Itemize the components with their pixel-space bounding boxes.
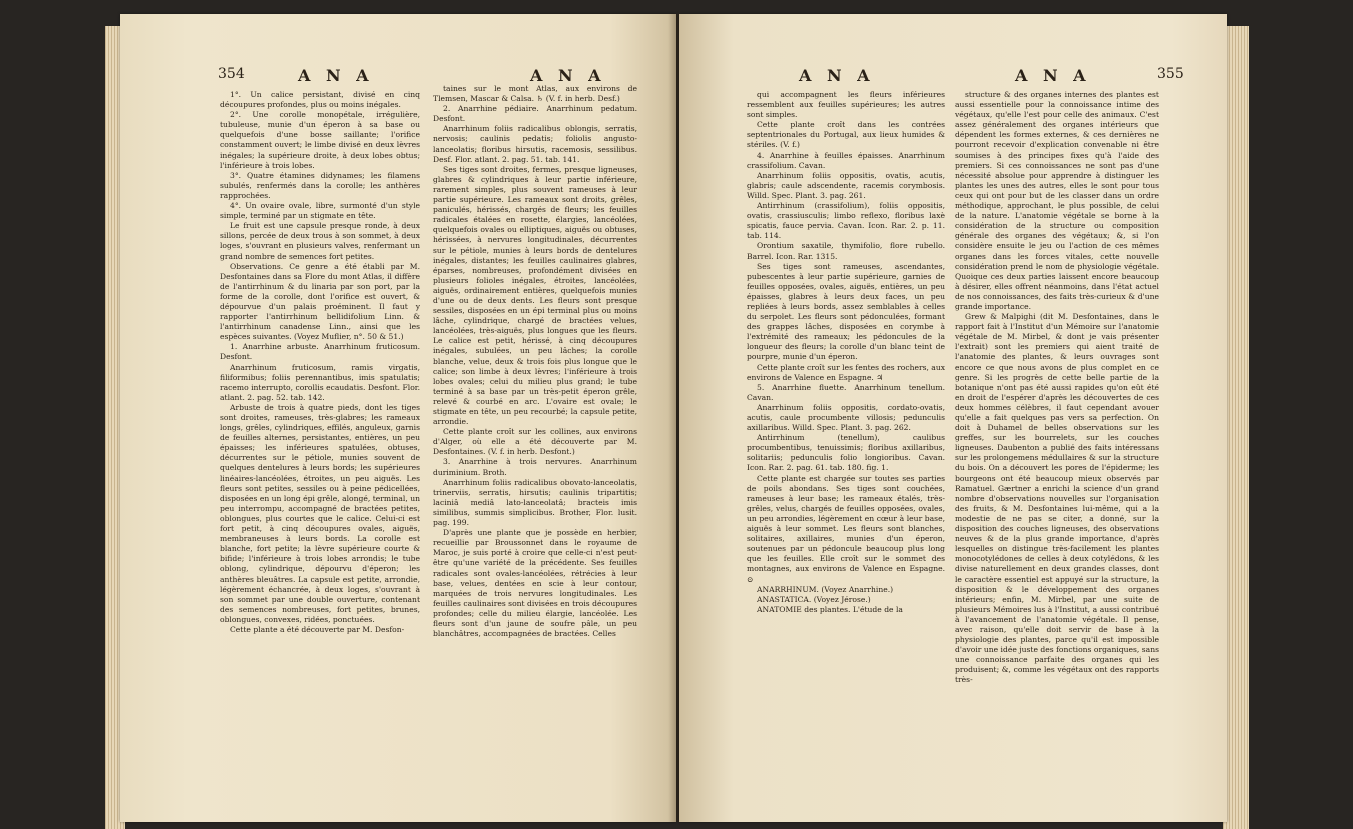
paragraph: ANASTATICA. (Voyez Jérose.) bbox=[757, 594, 871, 604]
paragraph: Antirrhinum (crassifolium), foliis oppositis, ovatis, crassiusculis; limbo reflexo, floribus laxè spicatis, fauce pervia. Cavan. Icon. Rar. 2. p. 11. tab. 114. bbox=[747, 201, 945, 241]
paragraph: Ses tiges sont droites, fermes, presque ligneuses, glabres & cylindriques à leur partie inférieure, rarement simples, plus souvent rameuses à leur partie supérieure. Les rameaux sont droits, grêles, paniculés, hérissés, chargés de fleurs; les feuilles radicales étalées en rosette, élargies, lancéolées, quelquefois ovales ou elliptiques, aiguës ou obtuses, hérissées, à nervures longitudinales, décurrentes sur le pétiole, munies à leurs bords de dentelures inégales, distantes; les feuilles caulinaires glabres, éparses, nombreuses, profondément divisées en plusieurs folioles inégales, étroites, lancéolées, aiguës, ordinairement entières, quelquefois munies d'une ou de deux dents. Les fleurs sont presque sessiles, disposées en un épi terminal plus ou moins lâche, cylindrique, chargé de bractées velues, lancéolées, très-aiguës, plus longues que les fleurs. Le calice est petit, hérissé, à cinq découpures inégales, subulées, un peu lâches; la corolle blanche, velue, deux & trois fois plus longue que le calice; son limbe à deux lèvres; l'inférieure à trois lobes ovales; celui du milieu plus grand; le tube terminé à sa base par un très-petit éperon grêle, relevé & courbé en arc. L'ovaire est ovale; le stigmate en tête, un peu recourbé; la capsule petite, arrondie. bbox=[433, 164, 637, 427]
paragraph: 4. Anarrhine à feuilles épaisses. Anarrhinum crassifolium. Cavan. bbox=[747, 150, 945, 170]
right-column-1 bbox=[747, 90, 945, 820]
left-page bbox=[120, 14, 676, 822]
paragraph: Ses tiges sont rameuses, ascendantes, pubescentes à leur partie supérieure, garnies de feuilles opposées, ovales, aiguës, entières, un peu épaisses, glabres à leurs deux faces, un peu repliées à leurs bords, assez semblables à celles du serpolet. Les fleurs sont pédonculées, formant des grappes lâches, disposées en corymbe à l'extrémité des rameaux; les pédoncules de la longueur des fleurs; la corolle d'un blanc teint de pourpre, munie d'un éperon. bbox=[747, 261, 945, 362]
left-running-head-2: A N A bbox=[530, 66, 606, 85]
right-page bbox=[679, 14, 1227, 822]
left-column-1 bbox=[220, 90, 420, 820]
right-page-number: 355 bbox=[1157, 66, 1184, 82]
paragraph: 3. Anarrhine à trois nervures. Anarrhinum duriminium. Broth. bbox=[433, 457, 637, 477]
paragraph: 1°. Un calice persistant, divisé en cinq découpures profondes, plus ou moins inégales. bbox=[220, 90, 420, 110]
paragraph: Anarrhinum foliis oppositis, cordato-ovatis, acutis, caule procumbente villosis; pedunculis axillaribus. Willd. Spec. Plant. 3. pag. 262. bbox=[747, 402, 945, 433]
paragraph: Arbuste de trois à quatre pieds, dont les tiges sont droites, rameuses, très-glabres; les rameaux longs, grêles, cylindriques, effilés, anguleux, garnis de feuilles alternes, persistantes, entières, un peu épaisses; les inférieures spatulées, obtuses, décurrentes sur le pétiole, munies souvent de quelques dentelures à leurs bords; les supérieures linéaires-lancéolées, étroites, un peu aiguës. Les fleurs sont petites, sessiles ou à peine pédicellées, disposées en un long épi grêle, alongé, terminal, un peu interrompu, accompagné de bractées petites, oblongues, plus courtes que le calice. Celui-ci est fort petit, à cinq découpures ovales, aiguës, membraneuses à leurs bords. La corolle est blanche, fort petite; la lèvre supérieure courte & bifide; l'inférieure à trois lobes arrondis; le tube oblong, cylindrique, dépourvu d'éperon; les anthères bleuâtres. La capsule est petite, arrondie, légèrement échancrée, à deux loges, s'ouvrant à son sommet par une double ouverture, contenant des semences nombreuses, fort petites, brunes, oblongues, convexes, ridées, ponctuées. bbox=[220, 402, 420, 624]
paragraph: Cette plante est chargée sur toutes ses parties de poils abondans. Ses tiges sont couchées, rameuses à leur base; les rameaux étalés, très-grêles, velus, chargés de feuilles opposées, ovales, un peu arrondies, légèrement en cœur à leur base, aiguës à leur sommet. Les fleurs sont blanches, solitaires, axillaires, munies d'un éperon, soutenues par un pédoncule beaucoup plus long que les feuilles. Elle croît sur le sommet des montagnes, aux environs de Valence en Espagne. ⊙ bbox=[747, 473, 945, 584]
paragraph: Orontium saxatile, thymifolio, flore rubello. Barrel. Icon. Rar. 1315. bbox=[747, 241, 945, 261]
paragraph: Le fruit est une capsule presque ronde, à deux sillons, percée de deux trous à son sommet, à deux loges, s'ouvrant en plusieurs valves, renfermant un grand nombre de semences fort petites. bbox=[220, 221, 420, 261]
paragraph: Cette plante croît sur les collines, aux environs d'Alger, où elle a été découverte par M. Desfontaines. (V. f. in herb. Desfont.) bbox=[433, 427, 637, 457]
paragraph: Observations. Ce genre a été établi par M. Desfontaines dans sa Flore du mont Atlas, il diffère de l'antirrhinum & du linaria par son port, par la forme de la corolle, dont l'orifice est ouvert, & dépourvue d'un palais proéminent. Il faut y rapporter l'antirrhinum bellidifolium Linn. & l'antirrhinum canadense Linn., ainsi que les espèces suivantes. (Voyez Muflier, n°. 50 & 51.) bbox=[220, 261, 420, 342]
paragraph: Cette plante croît dans les contrées septentrionales du Portugal, aux lieux humides & stériles. (V. f.) bbox=[747, 120, 945, 150]
paragraph: ANATOMIE des plantes. L'étude de la bbox=[757, 604, 903, 614]
paragraph: Anarrhinum foliis radicalibus obovato-lanceolatis, trinerviis, serratis, hirsutis; caulinis tripartitis; laciniâ mediâ lato-lanceolatâ; bracteis imis similibus, summis simplicibus. Brother, Flor. lusit. pag. 199. bbox=[433, 477, 637, 528]
paragraph: 4°. Un ovaire ovale, libre, surmonté d'un style simple, terminé par un stigmate en tête. bbox=[220, 201, 420, 221]
paragraph: Grew & Malpighi (dit M. Desfontaines, dans le rapport fait à l'Institut d'un Mémoire sur l'anatomie végétale de M. Mirbel, & dont je vais présenter l'extrait) sont les premiers qui aient traité de l'anatomie des plantes, & leurs ouvrages sont encore ce que nous avons de plus complet en ce genre. Si les progrès de cette belle partie de la botanique n'ont pas été aussi rapides qu'on eût été en droit de l'espérer d'après les découvertes de ces deux hommes célèbres, il faut cependant avouer qu'elle a fait quelques pas vers sa perfection. On doit à Duhamel de belles observations sur les greffes, sur les bourrelets, sur les couches ligneuses. Daubenton a publié des faits intéressans sur les prolongemens médullaires & sur la structure du bois. On a découvert les pores de l'épiderme; les bourgeons ont été beaucoup mieux observés par Ramatuel. Gærtner a enrichi la science d'un grand nombre d'observations nouvelles sur l'organisation des fruits, & M. Desfontaines lui-même, qui a la modestie de ne pas se citer, a donné, sur la disposition des couches ligneuses, des observations neuves & de la plus grande importance, d'après lesquelles on distingue très-facilement les plantes monocotylédones de celles à deux cotylédons, & les divise naturellement en deux grandes classes, dont le caractère essentiel est appuyé sur la structure, la disposition & le développement des organes intérieurs; enfin, M. Mirbel, par une suite de plusieurs Mémoires lus à l'Institut, a aussi contribué à l'avancement de l'anatomie végétale. Il pense, avec raison, qu'elle doit servir de base à la physiologie des plantes, parce qu'il est impossible d'avoir une idée juste des fonctions organiques, sans une connoissance parfaite des organes qui les produisent; &, comme les végétaux ont des rapports très- bbox=[955, 312, 1159, 685]
left-column-2 bbox=[433, 84, 637, 820]
paragraph: qui accompagnent les fleurs inférieures ressemblent aux feuilles supérieures; les autres sont simples. bbox=[747, 90, 945, 120]
paragraph: structure & des organes internes des plantes est aussi essentielle pour la connoissance intime des végétaux, qu'elle l'est pour celle des animaux. C'est assez généralement des organes intérieurs que dépendent les formes externes, & ces dernières ne pourront recevoir d'explication convenable ni être soumises à des principes fixes qu'à l'aide des premiers. Si ces connoissances ne sont pas d'une nécessité absolue pour apprendre à distinguer les plantes les unes des autres, elles le sont pour tous ceux qui ont pour but de les classer dans un ordre méthodique, approchant, le plus possible, de celui de la nature. L'anatomie végétale se borne à la considération de la structure ou composition générale des organes des végétaux; &, si l'on considère ensuite le jeu ou l'action de ces mêmes organes dans les forces vitales, cette nouvelle considération prend le nom de physiologie végétale. Quoique ces deux parties laissent encore beaucoup à désirer, elles offrent néanmoins, dans l'état actuel de nos connoissances, des faits très-curieux & d'une grande importance. bbox=[955, 90, 1159, 311]
left-running-head: A N A bbox=[298, 66, 374, 85]
paragraph: ANARRHINUM. (Voyez Anarrhine.) bbox=[757, 584, 894, 594]
paragraph: Antirrhinum (tenellum), caulibus procumbentibus, tenuissimis; floribus axillaribus, solitariis; pedunculis folio longioribus. Cavan. Icon. Rar. 2. pag. 61. tab. 180. fig. 1. bbox=[747, 433, 945, 473]
paragraph: 2. Anarrhine pédiaire. Anarrhinum pedatum. Desfont. bbox=[433, 104, 637, 124]
right-running-head-2: A N A bbox=[1015, 66, 1091, 85]
paragraph: Anarrhinum fruticosum, ramis virgatis, filiformibus; foliis perennantibus, imis spatulatis; racemo interrupto, corollis ecaudatis. Desfont. Flor. atlant. 2. pag. 52. tab. 142. bbox=[220, 362, 420, 402]
paragraph: 2°. Une corolle monopétale, irrégulière, tubuleuse, munie d'un éperon à sa base ou quelquefois d'une bosse saillante; l'orifice constamment ouvert; le limbe divisé en deux lèvres inégales; la supérieure droite, à deux lobes obtus; l'inférieure à trois lobes. bbox=[220, 110, 420, 170]
paragraph: Cette plante croît sur les fentes des rochers, aux environs de Valence en Espagne. ♃ bbox=[747, 362, 945, 382]
paragraph: 3°. Quatre étamines didynames; les filamens subulés, renfermés dans la corolle; les anthères rapprochées. bbox=[220, 170, 420, 200]
paragraph: Cette plante a été découverte par M. Desfon- bbox=[230, 624, 405, 634]
paragraph: taines sur le mont Atlas, aux environs de Tlemsen, Mascar & Calsa. ♄ (V. f. in herb. Desf.) bbox=[433, 84, 637, 104]
paragraph: 5. Anarrhine fluette. Anarrhinum tenellum. Cavan. bbox=[747, 382, 945, 402]
paragraph: D'après une plante que je possède en herbier, recueillie par Broussonnet dans le royaume de Maroc, je suis porté à croire que celle-ci n'est peut-être qu'une variété de la précédente. Ses feuilles radicales sont ovales-lancéolées, rétrécies à leur base, velues, dentées en scie à leur contour, marquées de trois nervures longitudinales. Les feuilles caulinaires sont divisées en trois découpures profondes; celle du milieu élargie, lancéolée. Les fleurs sont d'un jaune de soufre pâle, un peu blanchâtres, accompagnées de bractées. Celles bbox=[433, 528, 637, 639]
paragraph: Anarrhinum foliis radicalibus oblongis, serratis, nervosis; caulinis pedatis; foliolis angusto-lanceolatis; floribus hirsutis, racemosis, sessilibus. Desf. Flor. atlant. 2. pag. 51. tab. 141. bbox=[433, 124, 637, 164]
right-column-2 bbox=[955, 90, 1159, 820]
paragraph: Anarrhinum foliis oppositis, ovatis, acutis, glabris; caule adscendente, racemis corymbosis. Willd. Spec. Plant. 3. pag. 261. bbox=[747, 170, 945, 200]
left-page-number: 354 bbox=[218, 66, 245, 82]
paragraph: 1. Anarrhine arbuste. Anarrhinum fruticosum. Desfont. bbox=[220, 342, 420, 362]
right-running-head: A N A bbox=[799, 66, 875, 85]
